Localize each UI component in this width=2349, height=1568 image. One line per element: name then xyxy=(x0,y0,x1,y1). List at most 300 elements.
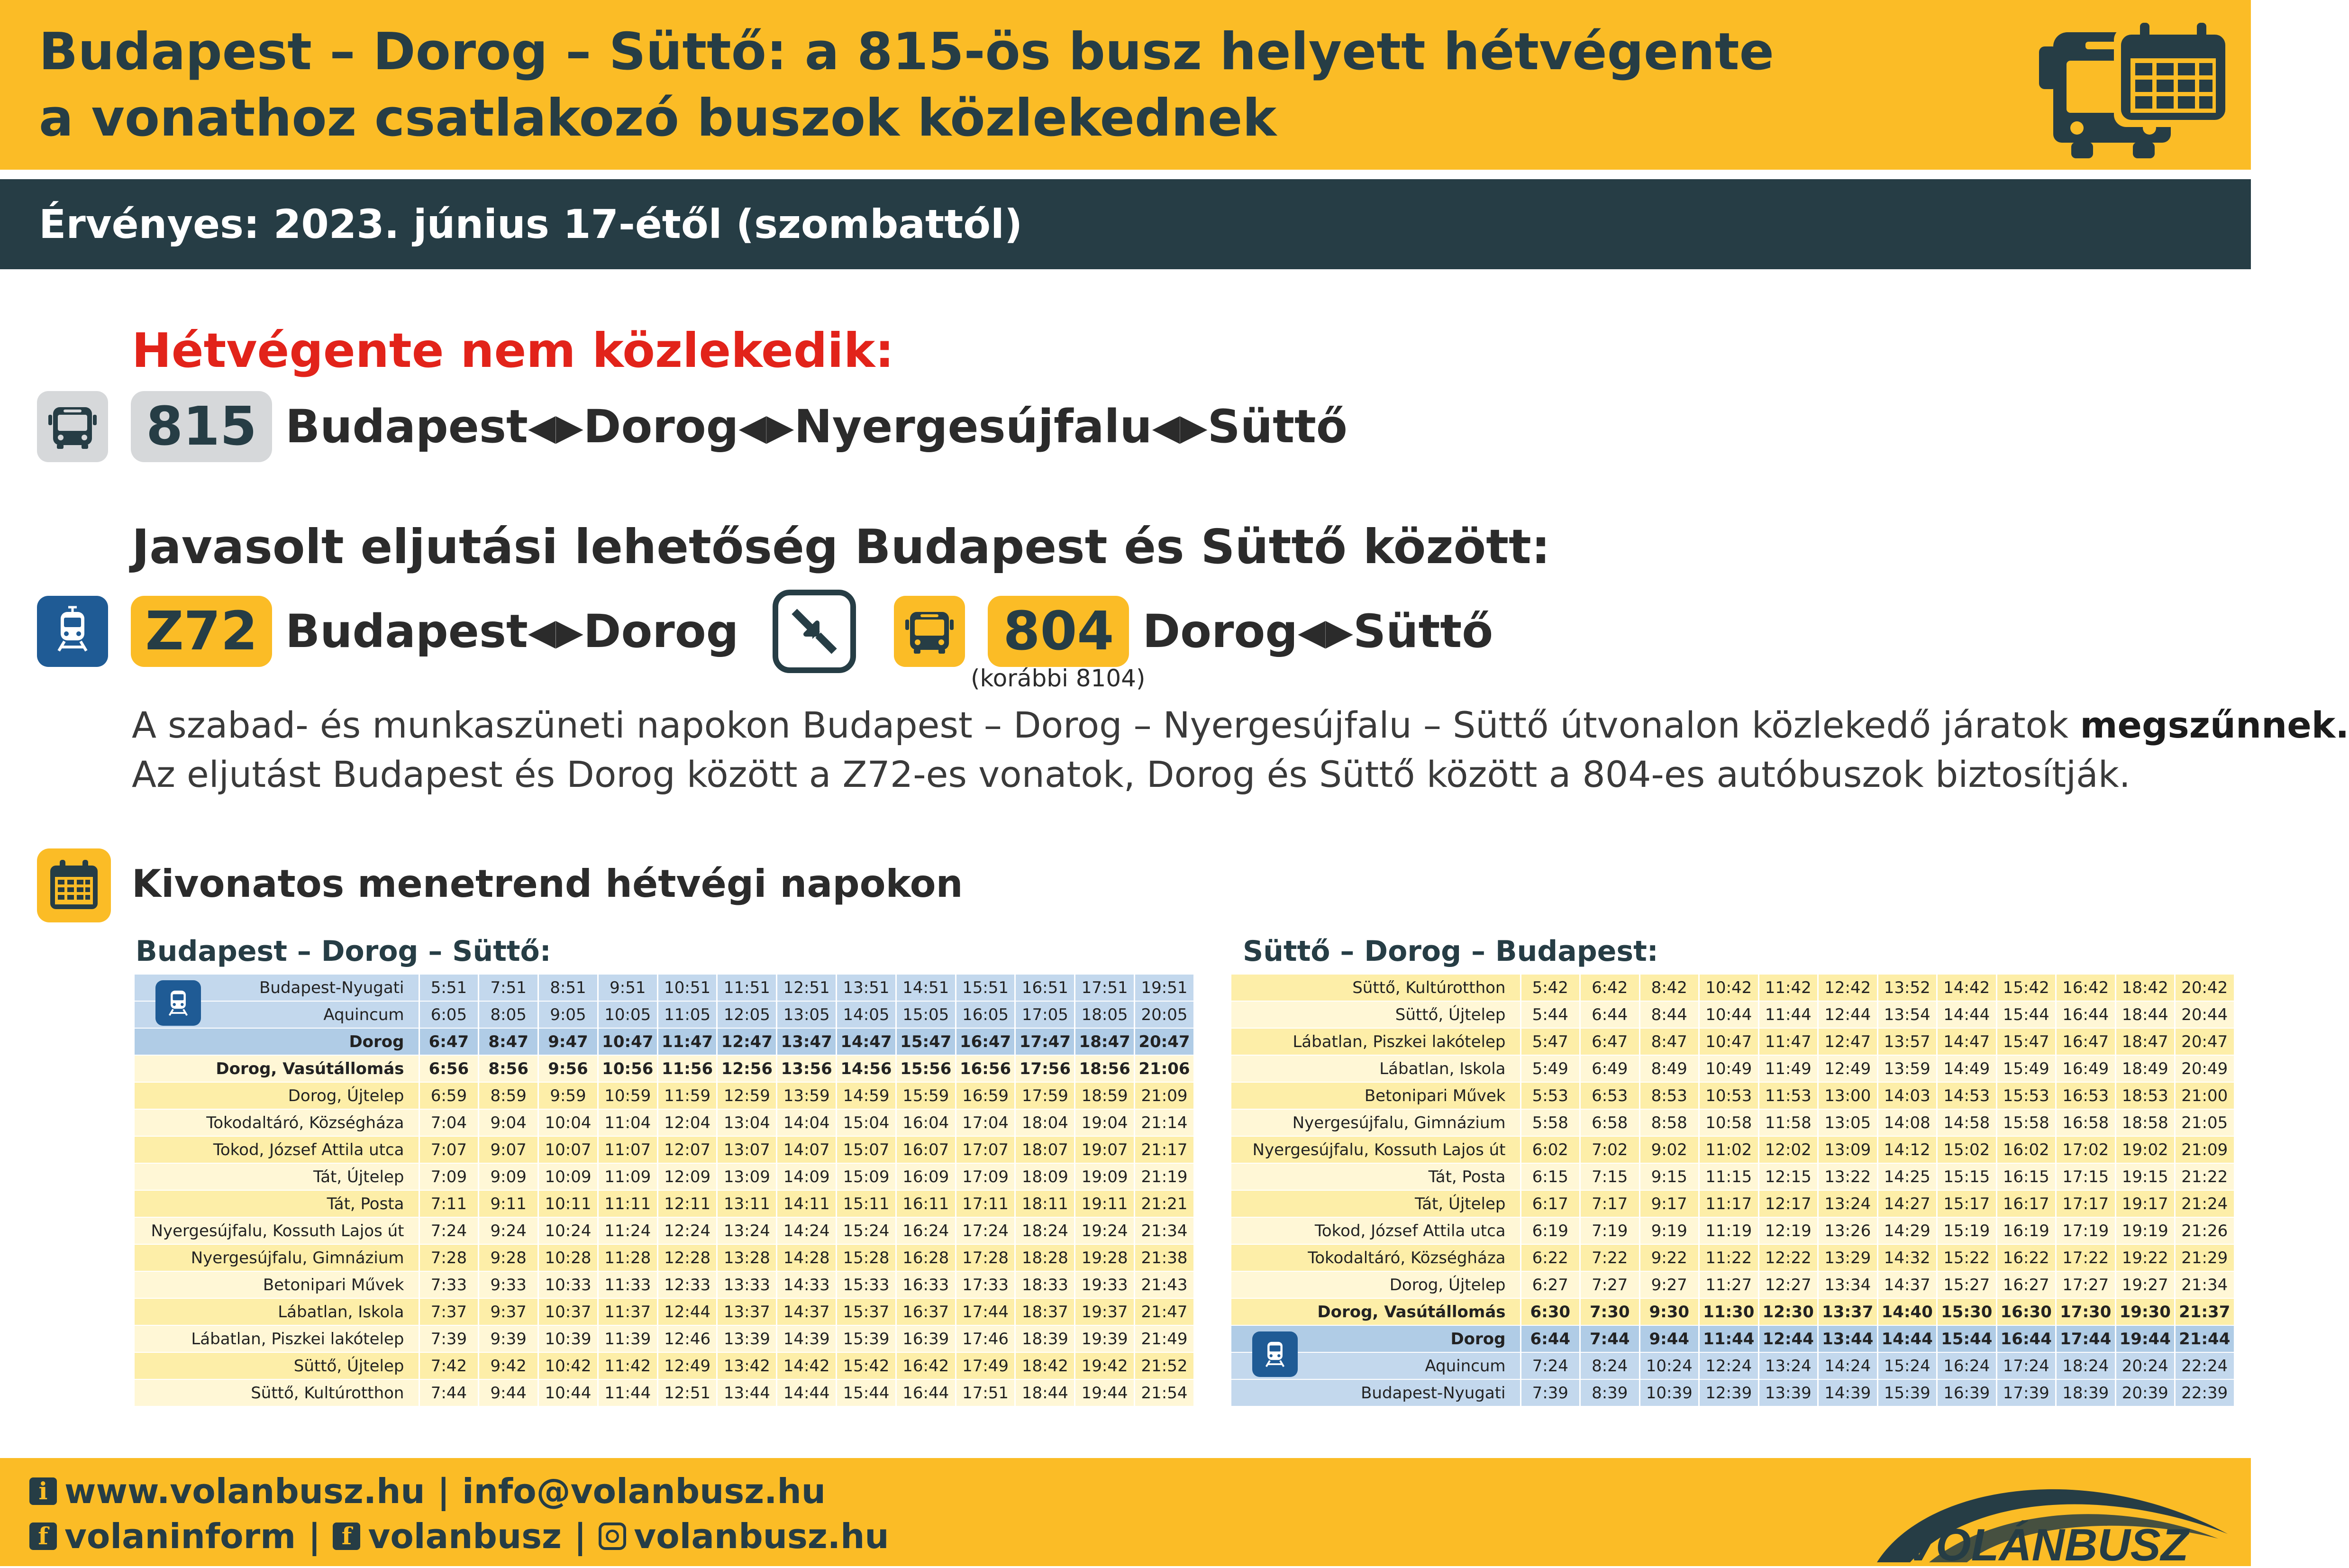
departure-time: 17:39 xyxy=(1996,1379,2056,1406)
departure-time: 10:44 xyxy=(1699,1001,1759,1028)
departure-time: 16:44 xyxy=(896,1379,956,1406)
departure-time: 13:54 xyxy=(1877,1001,1937,1028)
departure-time: 15:58 xyxy=(1996,1109,2056,1136)
timetable-row xyxy=(135,1190,1194,1217)
departure-time: 14:28 xyxy=(777,1244,837,1271)
departure-time: 17:28 xyxy=(956,1244,1015,1271)
departure-time: 19:51 xyxy=(1135,975,1194,1001)
info-line-1-emphasis: megszűnnek. xyxy=(2080,704,2349,746)
timetable-row xyxy=(135,1028,1194,1055)
departure-time: 15:33 xyxy=(837,1271,896,1298)
departure-time: 14:42 xyxy=(777,1352,837,1379)
departure-time: 11:53 xyxy=(1758,1082,1818,1109)
validity-bar xyxy=(0,179,2251,269)
departure-time: 9:22 xyxy=(1639,1244,1699,1271)
departure-time: 11:15 xyxy=(1699,1163,1759,1190)
departure-time: 6:19 xyxy=(1520,1217,1580,1244)
timetable-row xyxy=(135,1082,1194,1109)
departure-time: 14:08 xyxy=(1877,1109,1937,1136)
departure-time: 13:34 xyxy=(1818,1271,1878,1298)
info-line-2: Az eljutást Budapest és Dorog között a Z72-es vonatok, Dorog és Süttő között a 804-es autóbuszok biztosítják. xyxy=(132,753,2130,795)
departure-time: 13:52 xyxy=(1877,975,1937,1001)
departure-time: 17:02 xyxy=(2056,1136,2116,1163)
departure-time: 13:24 xyxy=(1758,1352,1818,1379)
departure-time: 5:49 xyxy=(1520,1055,1580,1082)
timetable-row xyxy=(135,975,1194,1001)
departure-time: 14:58 xyxy=(1937,1109,1997,1136)
departure-time: 10:07 xyxy=(538,1136,598,1163)
departure-time: 11:44 xyxy=(598,1379,657,1406)
departure-time: 19:07 xyxy=(1075,1136,1135,1163)
departure-time: 14:56 xyxy=(837,1055,896,1082)
departure-time: 14:32 xyxy=(1877,1244,1937,1271)
departure-time: 13:37 xyxy=(1818,1298,1878,1325)
departure-time: 10:47 xyxy=(1699,1028,1759,1055)
stop-name xyxy=(1231,1352,1520,1379)
departure-time: 12:56 xyxy=(717,1055,777,1082)
departure-time: 10:24 xyxy=(1639,1352,1699,1379)
departure-time: 21:34 xyxy=(2175,1271,2235,1298)
departure-time: 10:47 xyxy=(598,1028,657,1055)
departure-time: 17:04 xyxy=(956,1109,1015,1136)
departure-time: 7:42 xyxy=(419,1352,479,1379)
departure-time: 14:25 xyxy=(1877,1163,1937,1190)
departure-time: 14:03 xyxy=(1877,1082,1937,1109)
facebook-icon: f xyxy=(29,1522,57,1550)
departure-time: 13:59 xyxy=(1877,1055,1937,1082)
departure-time: 16:04 xyxy=(896,1109,956,1136)
stop-name: Tokodaltáró, Községháza xyxy=(1231,1244,1520,1271)
stop-name: Dorog xyxy=(135,1028,419,1055)
departure-time: 19:28 xyxy=(1075,1244,1135,1271)
departure-time: 18:42 xyxy=(1015,1352,1075,1379)
departure-time: 21:29 xyxy=(2175,1244,2235,1271)
departure-time: 7:24 xyxy=(419,1217,479,1244)
departure-time: 12:11 xyxy=(657,1190,717,1217)
departure-time: 7:04 xyxy=(419,1109,479,1136)
departure-time: 8:51 xyxy=(538,975,598,1001)
departure-time: 12:19 xyxy=(1758,1217,1818,1244)
departure-time: 15:24 xyxy=(1877,1352,1937,1379)
departure-time: 14:04 xyxy=(777,1109,837,1136)
departure-time: 12:22 xyxy=(1758,1244,1818,1271)
departure-time: 12:15 xyxy=(1758,1163,1818,1190)
instagram-icon xyxy=(599,1522,626,1550)
departure-time: 9:07 xyxy=(479,1136,538,1163)
departure-time: 13:33 xyxy=(717,1271,777,1298)
departure-time: 17:30 xyxy=(2056,1298,2116,1325)
departure-time: 15:42 xyxy=(1996,975,2056,1001)
line-badge-z72: Z72 xyxy=(131,596,272,667)
departure-time: 19:22 xyxy=(2115,1244,2175,1271)
bus-calendar-icon xyxy=(2033,13,2242,160)
departure-time: 15:11 xyxy=(837,1190,896,1217)
stop-name-text: Aquincum xyxy=(1425,1356,1506,1376)
departure-time: 10:53 xyxy=(1699,1082,1759,1109)
departure-time: 16:28 xyxy=(896,1244,956,1271)
departure-time: 19:19 xyxy=(2115,1217,2175,1244)
departure-time: 15:15 xyxy=(1937,1163,1997,1190)
bidirectional-arrow-icon: ◀▶ xyxy=(738,405,794,448)
departure-time: 9:27 xyxy=(1639,1271,1699,1298)
footer-social-line xyxy=(29,1515,889,1558)
departure-time: 14:09 xyxy=(777,1163,837,1190)
info-icon: i xyxy=(29,1477,57,1505)
departure-time: 18:05 xyxy=(1075,1001,1135,1028)
departure-time: 17:59 xyxy=(1015,1082,1075,1109)
departure-time: 20:39 xyxy=(2115,1379,2175,1406)
departure-time: 10:37 xyxy=(538,1298,598,1325)
departure-time: 18:24 xyxy=(2056,1352,2116,1379)
transfer-icon xyxy=(772,589,857,674)
departure-time: 10:39 xyxy=(538,1325,598,1352)
departure-time: 19:24 xyxy=(1075,1217,1135,1244)
departure-time: 14:53 xyxy=(1937,1082,1997,1109)
departure-time: 5:42 xyxy=(1520,975,1580,1001)
timetable-row xyxy=(1231,1352,2234,1379)
timetable-row xyxy=(135,1055,1194,1082)
departure-time: 15:53 xyxy=(1996,1082,2056,1109)
timetable-row xyxy=(135,1298,1194,1325)
route-815-row xyxy=(37,389,1347,465)
timetable-row xyxy=(135,1244,1194,1271)
departure-time: 11:47 xyxy=(1758,1028,1818,1055)
departure-time: 20:24 xyxy=(2115,1352,2175,1379)
departure-time: 18:53 xyxy=(2115,1082,2175,1109)
departure-time: 13:37 xyxy=(717,1298,777,1325)
departure-time: 7:51 xyxy=(479,975,538,1001)
timetable-inbound xyxy=(1231,975,2235,1407)
departure-time: 14:05 xyxy=(837,1001,896,1028)
title-line-2: a vonathoz csatlakozó buszok közlekednek xyxy=(39,89,1277,148)
timetable-row xyxy=(1231,975,2234,1001)
departure-time: 9:19 xyxy=(1639,1217,1699,1244)
departure-time: 16:51 xyxy=(1015,975,1075,1001)
instagram-link[interactable]: volanbusz.hu xyxy=(634,1516,889,1556)
departure-time: 13:11 xyxy=(717,1190,777,1217)
departure-time: 14:42 xyxy=(1937,975,1997,1001)
facebook-link[interactable]: volaninform xyxy=(64,1516,296,1556)
departure-time: 10:56 xyxy=(598,1055,657,1082)
departure-time: 12:44 xyxy=(1818,1001,1878,1028)
timetable-row xyxy=(1231,1109,2234,1136)
departure-time: 14:07 xyxy=(777,1136,837,1163)
departure-time: 19:37 xyxy=(1075,1298,1135,1325)
departure-time: 16:58 xyxy=(2056,1109,2116,1136)
departure-time: 14:33 xyxy=(777,1271,837,1298)
departure-time: 15:05 xyxy=(896,1001,956,1028)
departure-time: 12:27 xyxy=(1758,1271,1818,1298)
departure-time: 12:33 xyxy=(657,1271,717,1298)
departure-time: 18:44 xyxy=(1015,1379,1075,1406)
departure-time: 19:02 xyxy=(2115,1136,2175,1163)
departure-time: 6:02 xyxy=(1520,1136,1580,1163)
departure-time: 21:00 xyxy=(2175,1082,2235,1109)
stop-name xyxy=(135,1001,419,1028)
departure-time: 18:58 xyxy=(2115,1109,2175,1136)
departure-time: 9:39 xyxy=(479,1325,538,1352)
stop-name: Betonipari Művek xyxy=(1231,1082,1520,1109)
departure-time: 14:49 xyxy=(1937,1055,1997,1082)
departure-time: 19:15 xyxy=(2115,1163,2175,1190)
departure-time: 16:02 xyxy=(1996,1136,2056,1163)
departure-time: 21:09 xyxy=(1135,1082,1194,1109)
stop-name: Budapest-Nyugati xyxy=(1231,1379,1520,1406)
departure-time: 17:47 xyxy=(1015,1028,1075,1055)
departure-time: 15:17 xyxy=(1937,1190,1997,1217)
departure-time: 11:22 xyxy=(1699,1244,1759,1271)
departure-time: 14:24 xyxy=(777,1217,837,1244)
departure-time: 12:30 xyxy=(1758,1298,1818,1325)
departure-time: 21:14 xyxy=(1135,1109,1194,1136)
stop-name: Lábatlan, Iskola xyxy=(135,1298,419,1325)
departure-time: 12:44 xyxy=(657,1298,717,1325)
departure-time: 12:09 xyxy=(657,1163,717,1190)
departure-time: 6:22 xyxy=(1520,1244,1580,1271)
departure-time: 21:17 xyxy=(1135,1136,1194,1163)
departure-time: 6:59 xyxy=(419,1082,479,1109)
departure-time: 15:56 xyxy=(896,1055,956,1082)
departure-time: 13:51 xyxy=(837,975,896,1001)
departure-time: 13:39 xyxy=(717,1325,777,1352)
departure-time: 13:44 xyxy=(1818,1325,1878,1352)
departure-time: 21:22 xyxy=(2175,1163,2235,1190)
departure-time: 9:56 xyxy=(538,1055,598,1082)
stop-name: Lábatlan, Piszkei lakótelep xyxy=(1231,1028,1520,1055)
stop-name: Nyergesújfalu, Kossuth Lajos út xyxy=(135,1217,419,1244)
departure-time: 15:44 xyxy=(1937,1325,1997,1352)
stop-name: Dorog, Vasútállomás xyxy=(1231,1298,1520,1325)
timetable-row xyxy=(135,1109,1194,1136)
departure-time: 15:37 xyxy=(837,1298,896,1325)
stop-name: Tokod, József Attila utca xyxy=(1231,1217,1520,1244)
departure-time: 9:28 xyxy=(479,1244,538,1271)
departure-time: 12:59 xyxy=(717,1082,777,1109)
departure-time: 16:24 xyxy=(1937,1352,1997,1379)
departure-time: 7:17 xyxy=(1580,1190,1640,1217)
departure-time: 16:27 xyxy=(1996,1271,2056,1298)
departure-time: 15:42 xyxy=(837,1352,896,1379)
departure-time: 16:42 xyxy=(896,1352,956,1379)
departure-time: 18:47 xyxy=(1075,1028,1135,1055)
departure-time: 18:56 xyxy=(1075,1055,1135,1082)
departure-time: 16:47 xyxy=(956,1028,1015,1055)
departure-time: 11:04 xyxy=(598,1109,657,1136)
departure-time: 6:56 xyxy=(419,1055,479,1082)
departure-time: 13:59 xyxy=(777,1082,837,1109)
departure-time: 14:44 xyxy=(1937,1001,1997,1028)
departure-time: 6:15 xyxy=(1520,1163,1580,1190)
stop-name: Süttő, Újtelep xyxy=(135,1352,419,1379)
departure-time: 9:02 xyxy=(1639,1136,1699,1163)
departure-time: 19:39 xyxy=(1075,1325,1135,1352)
email-link[interactable]: info@volanbusz.hu xyxy=(462,1471,826,1511)
departure-time: 13:56 xyxy=(777,1055,837,1082)
departure-time: 17:05 xyxy=(1015,1001,1075,1028)
departure-time: 11:11 xyxy=(598,1190,657,1217)
departure-time: 8:58 xyxy=(1639,1109,1699,1136)
stop-name: Dorog, Újtelep xyxy=(135,1082,419,1109)
timetable-row xyxy=(1231,1325,2234,1352)
departure-time: 17:44 xyxy=(956,1298,1015,1325)
departure-time: 9:42 xyxy=(479,1352,538,1379)
departure-time: 14:39 xyxy=(777,1325,837,1352)
departure-time: 11:59 xyxy=(657,1082,717,1109)
departure-time: 17:51 xyxy=(1075,975,1135,1001)
suggested-route-row xyxy=(37,593,1493,669)
departure-time: 13:47 xyxy=(777,1028,837,1055)
departure-time: 11:07 xyxy=(598,1136,657,1163)
departure-time: 19:42 xyxy=(1075,1352,1135,1379)
departure-time: 9:44 xyxy=(1639,1325,1699,1352)
departure-time: 8:44 xyxy=(1639,1001,1699,1028)
departure-time: 12:17 xyxy=(1758,1190,1818,1217)
departure-time: 18:07 xyxy=(1015,1136,1075,1163)
departure-time: 6:27 xyxy=(1520,1271,1580,1298)
timetable-row xyxy=(135,1271,1194,1298)
website-link[interactable]: www.volanbusz.hu xyxy=(64,1471,425,1511)
departure-time: 9:30 xyxy=(1639,1298,1699,1325)
departure-time: 17:17 xyxy=(2056,1190,2116,1217)
departure-time: 7:33 xyxy=(419,1271,479,1298)
info-line-1-text: A szabad- és munkaszüneti napokon Budapest – Dorog – Nyergesújfalu – Süttő útvonalon közlekedő járatok xyxy=(132,704,2080,746)
info-line-1 xyxy=(132,701,2349,750)
departure-time: 18:44 xyxy=(2115,1001,2175,1028)
departure-time: 7:24 xyxy=(1520,1352,1580,1379)
departure-time: 11:39 xyxy=(598,1325,657,1352)
departure-time: 7:44 xyxy=(1580,1325,1640,1352)
departure-time: 16:49 xyxy=(2056,1055,2116,1082)
departure-time: 17:24 xyxy=(956,1217,1015,1244)
departure-time: 10:33 xyxy=(538,1271,598,1298)
timetable-row xyxy=(1231,1217,2234,1244)
departure-time: 9:05 xyxy=(538,1001,598,1028)
departure-time: 18:11 xyxy=(1015,1190,1075,1217)
departure-time: 6:47 xyxy=(1580,1028,1640,1055)
departure-time: 6:30 xyxy=(1520,1298,1580,1325)
departure-time: 21:21 xyxy=(1135,1190,1194,1217)
departure-time: 12:28 xyxy=(657,1244,717,1271)
departure-time: 21:44 xyxy=(2175,1325,2235,1352)
departure-time: 6:58 xyxy=(1580,1109,1640,1136)
departure-time: 17:46 xyxy=(956,1325,1015,1352)
departure-time: 5:53 xyxy=(1520,1082,1580,1109)
stop-name: Süttő, Kultúrotthon xyxy=(1231,975,1520,1001)
departure-time: 6:44 xyxy=(1580,1001,1640,1028)
departure-time: 16:39 xyxy=(896,1325,956,1352)
departure-time: 18:37 xyxy=(1015,1298,1075,1325)
departure-time: 15:44 xyxy=(1996,1001,2056,1028)
departure-time: 21:52 xyxy=(1135,1352,1194,1379)
timetable-row xyxy=(1231,1190,2234,1217)
stop-name: Dorog, Vasútállomás xyxy=(135,1055,419,1082)
departure-time: 16:17 xyxy=(1996,1190,2056,1217)
departure-time: 21:43 xyxy=(1135,1271,1194,1298)
departure-time: 10:58 xyxy=(1699,1109,1759,1136)
departure-time: 7:39 xyxy=(419,1325,479,1352)
departure-time: 7:11 xyxy=(419,1190,479,1217)
route-stop: Dorog xyxy=(1142,605,1298,658)
departure-time: 11:30 xyxy=(1699,1298,1759,1325)
departure-time: 20:47 xyxy=(1135,1028,1194,1055)
departure-time: 6:44 xyxy=(1520,1325,1580,1352)
title-line-1: Budapest – Dorog – Süttő: a 815-ös busz helyett hétvégente xyxy=(39,22,1774,82)
facebook-link[interactable]: volanbusz xyxy=(368,1516,562,1556)
svg-text:VOLÁNBUSZ: VOLÁNBUSZ xyxy=(1905,1520,2189,1568)
departure-time: 12:47 xyxy=(1818,1028,1878,1055)
departure-time: 20:42 xyxy=(2175,975,2235,1001)
departure-time: 11:09 xyxy=(598,1163,657,1190)
departure-time: 6:42 xyxy=(1580,975,1640,1001)
departure-time: 13:44 xyxy=(717,1379,777,1406)
route-stop: Budapest xyxy=(285,400,528,453)
departure-time: 21:37 xyxy=(2175,1298,2235,1325)
departure-time: 21:05 xyxy=(2175,1109,2235,1136)
departure-time: 12:04 xyxy=(657,1109,717,1136)
departure-time: 13:09 xyxy=(717,1163,777,1190)
departure-time: 19:09 xyxy=(1075,1163,1135,1190)
departure-time: 16:24 xyxy=(896,1217,956,1244)
departure-time: 19:27 xyxy=(2115,1271,2175,1298)
departure-time: 15:39 xyxy=(1877,1379,1937,1406)
departure-time: 9:09 xyxy=(479,1163,538,1190)
departure-time: 17:27 xyxy=(2056,1271,2116,1298)
departure-time: 17:24 xyxy=(1996,1352,2056,1379)
train-icon xyxy=(1252,1331,1298,1377)
departure-time: 12:49 xyxy=(657,1352,717,1379)
departure-time: 16:37 xyxy=(896,1298,956,1325)
departure-time: 12:42 xyxy=(1818,975,1878,1001)
route-stop: Nyergesújfalu xyxy=(794,400,1152,453)
departure-time: 12:02 xyxy=(1758,1136,1818,1163)
departure-time: 17:19 xyxy=(2056,1217,2116,1244)
departure-time: 12:39 xyxy=(1699,1379,1759,1406)
timetable-row xyxy=(135,1325,1194,1352)
departure-time: 18:42 xyxy=(2115,975,2175,1001)
stop-name: Tát, Posta xyxy=(135,1190,419,1217)
departure-time: 13:07 xyxy=(717,1136,777,1163)
departure-time: 12:24 xyxy=(657,1217,717,1244)
departure-time: 16:05 xyxy=(956,1001,1015,1028)
departure-time: 7:22 xyxy=(1580,1244,1640,1271)
departure-time: 21:49 xyxy=(1135,1325,1194,1352)
timetable-row xyxy=(1231,1055,2234,1082)
route-stop: Dorog xyxy=(583,400,739,453)
departure-time: 8:53 xyxy=(1639,1082,1699,1109)
departure-time: 10:11 xyxy=(538,1190,598,1217)
stop-name: Tát, Posta xyxy=(1231,1163,1520,1190)
timetable-title-outbound: Budapest – Dorog – Süttő: xyxy=(136,935,551,968)
departure-time: 12:44 xyxy=(1758,1325,1818,1352)
departure-time: 14:59 xyxy=(837,1082,896,1109)
departure-time: 15:49 xyxy=(1996,1055,2056,1082)
departure-time: 15:30 xyxy=(1937,1298,1997,1325)
departure-time: 11:28 xyxy=(598,1244,657,1271)
timetable-row xyxy=(135,1136,1194,1163)
departure-time: 14:37 xyxy=(1877,1271,1937,1298)
departure-time: 14:24 xyxy=(1818,1352,1878,1379)
departure-time: 15:27 xyxy=(1937,1271,1997,1298)
departure-time: 12:47 xyxy=(717,1028,777,1055)
departure-time: 8:47 xyxy=(1639,1028,1699,1055)
departure-time: 11:51 xyxy=(717,975,777,1001)
footer-contact-line xyxy=(29,1470,826,1513)
departure-time: 19:44 xyxy=(2115,1325,2175,1352)
departure-time: 15:09 xyxy=(837,1163,896,1190)
timetable-row xyxy=(135,1163,1194,1190)
train-icon xyxy=(155,980,201,1026)
departure-time: 13:24 xyxy=(1818,1190,1878,1217)
